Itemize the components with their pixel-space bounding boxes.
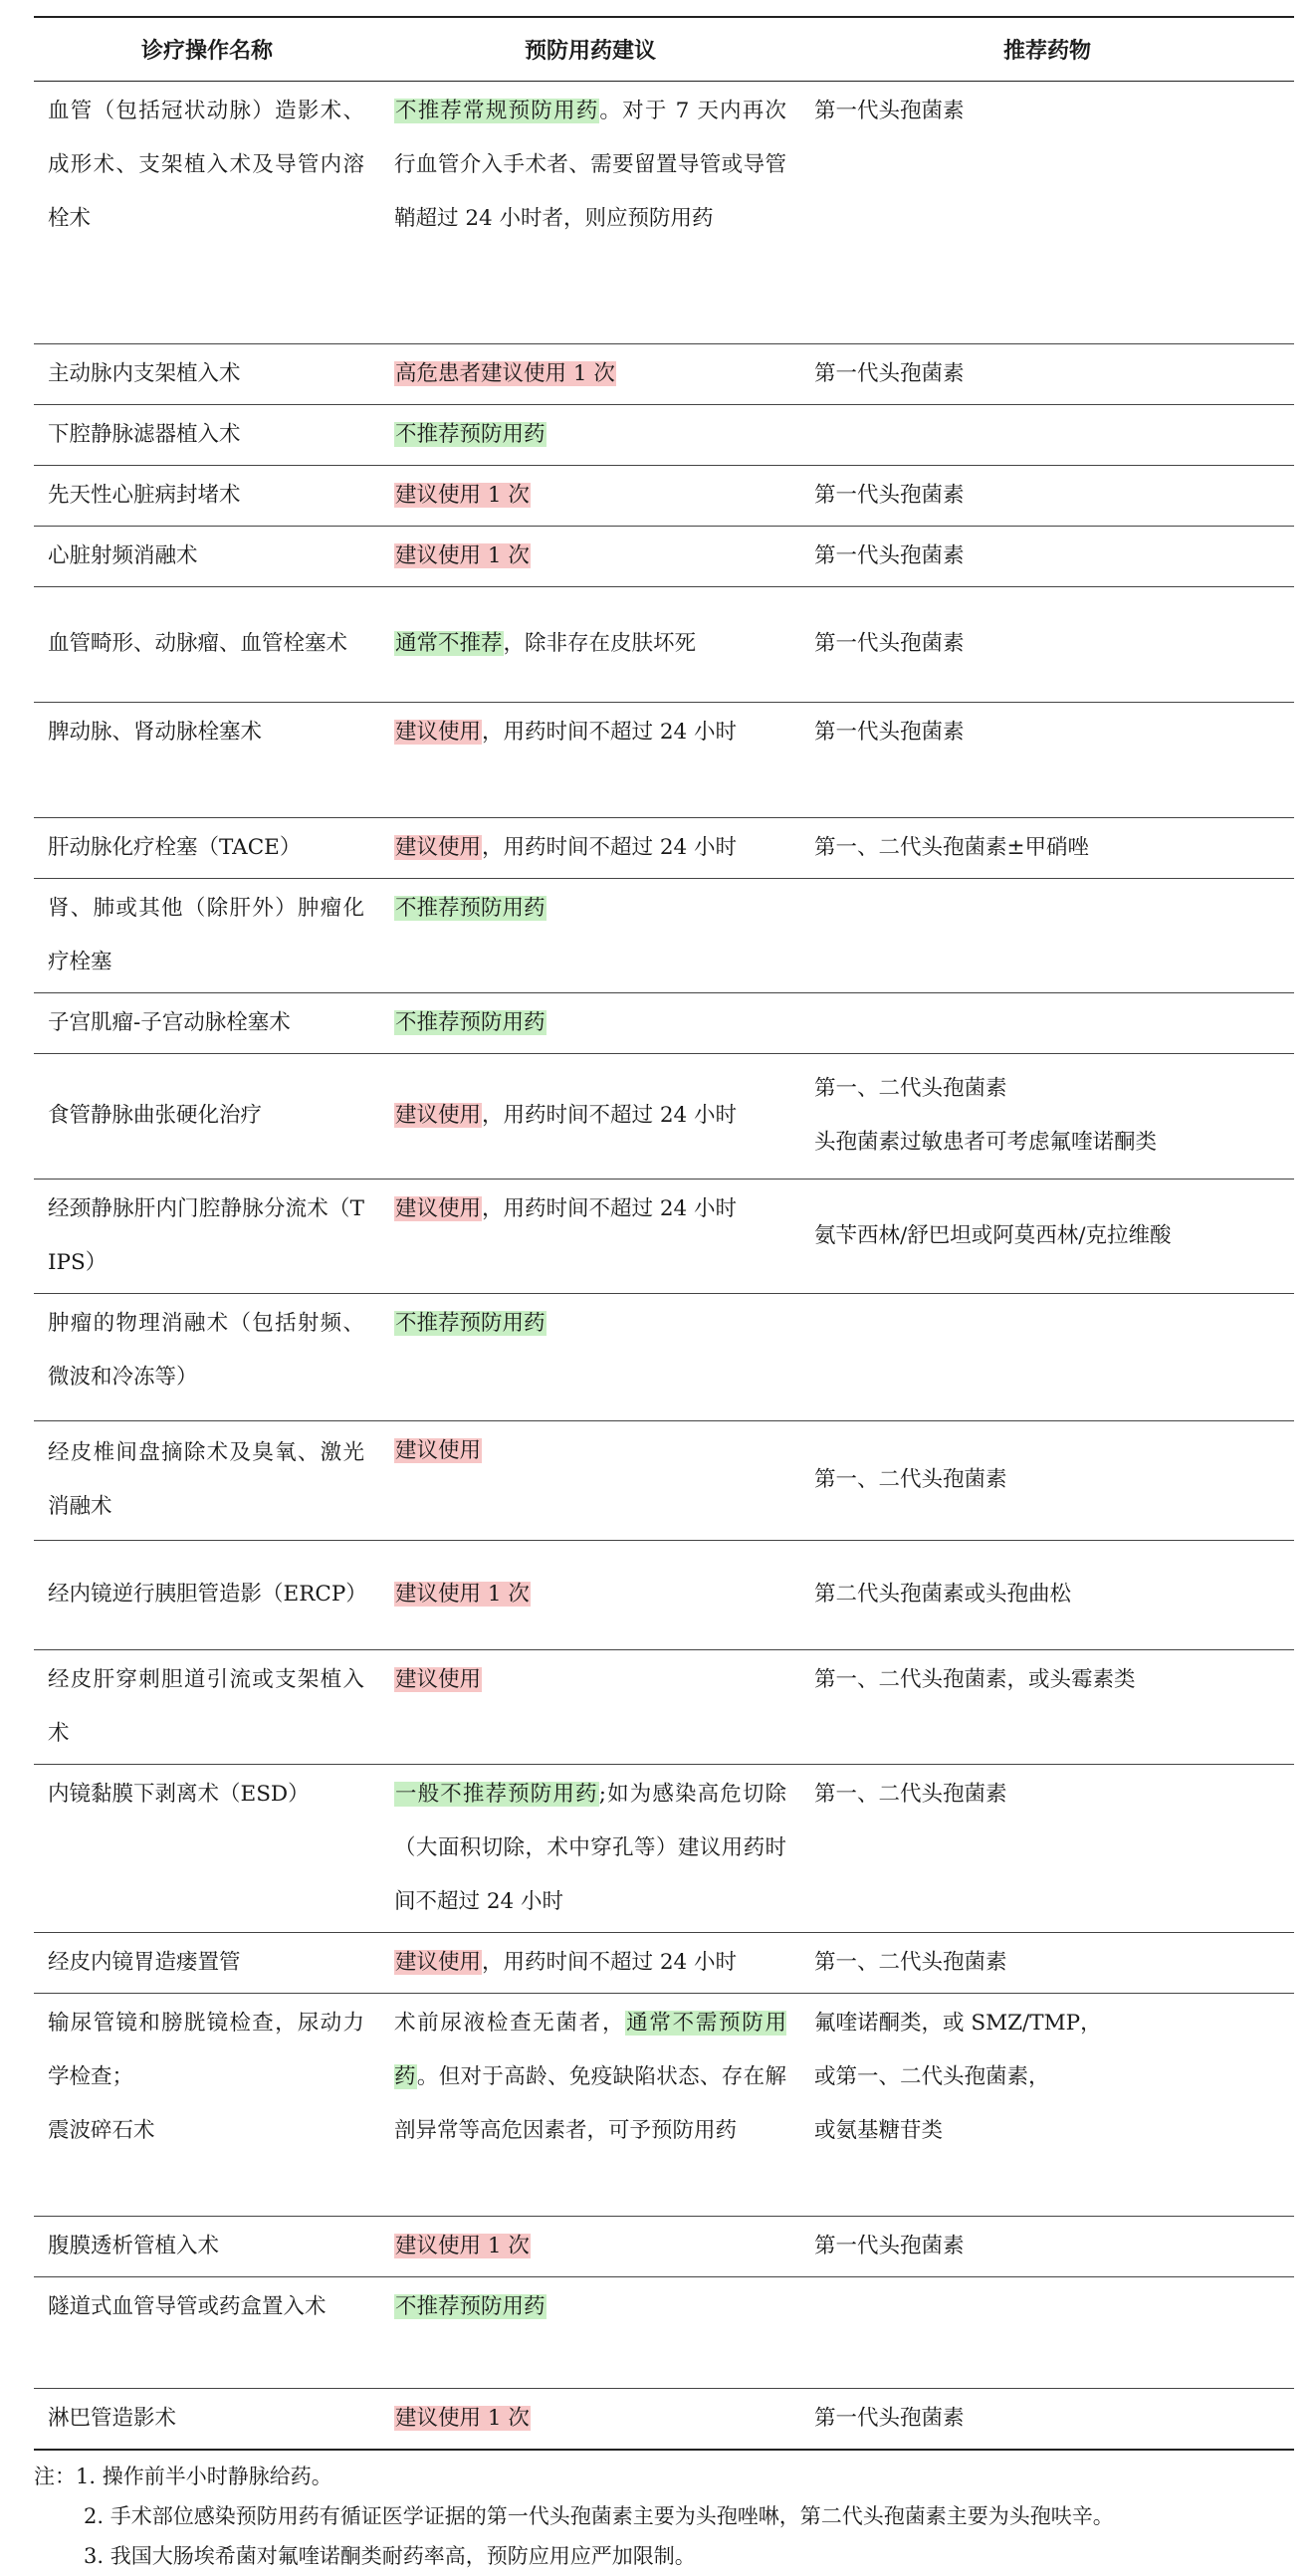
advice-highlight: 不推荐预防用药	[395, 2293, 546, 2319]
table-header-row	[34, 17, 1294, 81]
table-row	[34, 2388, 1294, 2450]
advice-cell	[380, 1764, 800, 1932]
advice-highlight: 建议使用	[395, 719, 482, 745]
drug-cell	[800, 586, 1294, 702]
table-row	[34, 81, 1294, 343]
advice-highlight: 不推荐常规预防用药	[395, 98, 599, 123]
advice-text: ，除非存在皮肤坏死	[503, 631, 697, 656]
advice-cell	[380, 1993, 800, 2216]
advice-cell	[380, 1179, 800, 1293]
drug-line: 第一、二代头孢菌素	[814, 1467, 1007, 1492]
operation-cell: 腹膜透析管植入术	[48, 2233, 220, 2258]
operation-cell: 肝动脉化疗栓塞（TACE）	[48, 834, 302, 860]
drug-line: 第一代头孢菌素	[814, 2233, 965, 2258]
advice-highlight: 不推荐预防用药	[395, 1310, 546, 1336]
operation-cell: 经颈静脉肝内门腔静脉分流术（TIPS）	[48, 1195, 364, 1275]
advice-highlight: 高危患者建议使用 1 次	[395, 360, 615, 386]
advice-cell	[380, 2216, 800, 2276]
advice-cell	[380, 586, 800, 702]
drug-line: 第一代头孢菌素	[814, 631, 965, 656]
operation-cell: 子宫肌瘤-子宫动脉栓塞术	[48, 1009, 291, 1035]
advice-prefix: 术前尿液检查无菌者，	[394, 2010, 626, 2036]
operation-cell: 先天性心脏病封堵术	[48, 482, 241, 508]
drug-cell	[800, 1420, 1294, 1540]
operation-cell: 内镜黏膜下剥离术（ESD）	[48, 1781, 310, 1807]
operation-cell: 下腔静脉滤器植入术	[48, 421, 241, 447]
advice-highlight: 不推荐预防用药	[395, 421, 546, 447]
advice-highlight: 通常不推荐	[395, 631, 503, 656]
advice-cell	[380, 1293, 800, 1420]
drug-cell	[800, 2216, 1294, 2276]
advice-highlight: 建议使用 1 次	[395, 2405, 530, 2431]
drug-cell	[800, 1540, 1294, 1649]
table-row	[34, 1420, 1294, 1540]
advice-text: ，用药时间不超过 24 小时	[482, 1949, 738, 1975]
drug-line: 第一代头孢菌素	[814, 542, 965, 568]
drug-cell	[800, 404, 1294, 465]
advice-cell	[380, 1053, 800, 1179]
table-row	[34, 702, 1294, 817]
table-row	[34, 343, 1294, 404]
advice-cell	[380, 2276, 800, 2388]
drug-cell	[800, 1993, 1294, 2216]
table-row	[34, 1179, 1294, 1293]
drug-cell	[800, 1764, 1294, 1932]
advice-highlight: 建议使用	[395, 1195, 482, 1221]
operation-cell: 肾、肺或其他（除肝外）肿瘤化疗栓塞	[48, 895, 364, 974]
advice-cell	[380, 992, 800, 1053]
advice-cell	[380, 343, 800, 404]
advice-text: 。但对于高龄、免疫缺陷状态、存在解剖异常等高危因素者，可予预防用药	[394, 2063, 786, 2143]
prophylaxis-table	[34, 16, 1294, 2451]
drug-line: 第一代头孢菌素	[814, 360, 965, 386]
drug-line: 第一代头孢菌素	[814, 482, 965, 508]
drug-line: 第一、二代头孢菌素	[814, 1949, 1007, 1975]
advice-highlight: 建议使用	[395, 834, 482, 860]
advice-cell	[380, 702, 800, 817]
table-row	[34, 526, 1294, 586]
table-notes	[34, 2457, 1294, 2576]
table-row	[34, 2216, 1294, 2276]
drug-cell	[800, 343, 1294, 404]
drug-line: 第一代头孢菌素	[814, 98, 965, 123]
advice-highlight: 建议使用 1 次	[395, 542, 530, 568]
header-advice: 预防用药建议	[524, 38, 656, 64]
advice-cell	[380, 1540, 800, 1649]
advice-highlight: 不推荐预防用药	[395, 1009, 546, 1035]
document	[34, 16, 1294, 2576]
advice-cell	[380, 465, 800, 526]
drug-cell	[800, 1179, 1294, 1293]
advice-highlight: 建议使用 1 次	[395, 1582, 530, 1607]
drug-cell	[800, 1649, 1294, 1764]
advice-highlight: 不推荐预防用药	[395, 895, 546, 921]
drug-line: 第一、二代头孢菌素±甲硝唑	[814, 834, 1090, 860]
drug-line: 第二代头孢菌素或头孢曲松	[814, 1582, 1072, 1607]
advice-text: ，用药时间不超过 24 小时	[482, 719, 738, 745]
advice-cell	[380, 1649, 800, 1764]
drug-cell	[800, 465, 1294, 526]
advice-text: ;如为感染高危切除（大面积切除，术中穿孔等）建议用药时间不超过 24 小时	[394, 1781, 786, 1914]
operation-cell: 血管（包括冠状动脉）造影术、成形术、支架植入术及导管内溶栓术	[48, 98, 364, 231]
note-3: 3. 我国大肠埃希菌对氟喹诺酮类耐药率高，预防应用应严加限制。	[84, 2543, 696, 2568]
operation-cell: 脾动脉、肾动脉栓塞术	[48, 719, 263, 745]
note-2: 2. 手术部位感染预防用药有循证医学证据的第一代头孢菌素主要为头孢唑啉，第二代头孢菌素主要为头孢呋辛。	[84, 2503, 1114, 2528]
operation-cell: 经皮肝穿刺胆道引流或支架植入术	[48, 1666, 364, 1746]
operation-cell: 主动脉内支架植入术	[48, 360, 241, 386]
operation-cell: 淋巴管造影术	[48, 2405, 177, 2431]
note-1: 注：1. 操作前半小时静脉给药。	[34, 2464, 332, 2488]
table-row	[34, 2276, 1294, 2388]
drug-line: 头孢菌素过敏患者可考虑氟喹诺酮类	[814, 1130, 1158, 1155]
drug-cell	[800, 817, 1294, 878]
operation-cell: 经内镜逆行胰胆管造影（ERCP）	[48, 1582, 367, 1607]
advice-highlight: 建议使用	[395, 1949, 482, 1975]
table-row	[34, 1053, 1294, 1179]
drug-line: 或氨基糖苷类	[814, 2117, 944, 2143]
operation-cell: 经皮椎间盘摘除术及臭氧、激光消融术	[48, 1440, 364, 1519]
drug-cell	[800, 2388, 1294, 2450]
drug-line: 或第一、二代头孢菌素，	[814, 2063, 1050, 2089]
drug-cell	[800, 1293, 1294, 1420]
drug-cell	[800, 702, 1294, 817]
drug-line: 第一、二代头孢菌素	[814, 1781, 1007, 1807]
drug-cell	[800, 1932, 1294, 1993]
advice-cell	[380, 404, 800, 465]
table-row	[34, 1932, 1294, 1993]
advice-highlight: 建议使用	[395, 1666, 482, 1692]
advice-cell	[380, 81, 800, 343]
table-row	[34, 1540, 1294, 1649]
table-row	[34, 586, 1294, 702]
table-row	[34, 1764, 1294, 1932]
advice-cell	[380, 2388, 800, 2450]
table-row	[34, 1993, 1294, 2216]
drug-line: 氨苄西林/舒巴坦或阿莫西林/克拉维酸	[814, 1222, 1172, 1248]
drug-line: 第一、二代头孢菌素	[814, 1076, 1007, 1101]
operation-cell: 心脏射频消融术	[48, 542, 198, 568]
operation-cell	[34, 1993, 380, 2216]
advice-highlight: 一般不推荐预防用药	[395, 1781, 598, 1807]
operation-line: 输尿管镜和膀胱镜检查，尿动力学检查；	[48, 2010, 364, 2089]
table-row	[34, 992, 1294, 1053]
advice-highlight: 建议使用 1 次	[395, 2233, 530, 2258]
operation-cell: 隧道式血管导管或药盒置入术	[48, 2293, 327, 2319]
table-row	[34, 404, 1294, 465]
advice-text: ，用药时间不超过 24 小时	[482, 1103, 738, 1128]
drug-line: 氟喹诺酮类，或 SMZ/TMP，	[814, 2010, 1102, 2036]
drug-cell	[800, 992, 1294, 1053]
table-row	[34, 1293, 1294, 1420]
advice-text: ，用药时间不超过 24 小时	[482, 834, 738, 860]
operation-cell: 食管静脉曲张硬化治疗	[48, 1103, 263, 1128]
drug-cell	[800, 526, 1294, 586]
advice-highlight: 建议使用	[395, 1437, 482, 1463]
advice-text: ，用药时间不超过 24 小时	[482, 1195, 738, 1221]
drug-line: 第一代头孢菌素	[814, 719, 965, 745]
drug-cell	[800, 1053, 1294, 1179]
header-operation: 诊疗操作名称	[140, 38, 273, 64]
table-row	[34, 1649, 1294, 1764]
drug-cell	[800, 878, 1294, 992]
advice-highlight: 通常不需预防用药	[394, 2010, 786, 2089]
advice-cell	[380, 1932, 800, 1993]
table-row	[34, 878, 1294, 992]
advice-highlight: 建议使用 1 次	[395, 482, 530, 508]
advice-text: 。对于 7 天内再次行血管介入手术者、需要留置导管或导管鞘超过 24 小时者，则应预防用药	[394, 98, 786, 231]
drug-cell	[800, 2276, 1294, 2388]
operation-cell: 肿瘤的物理消融术（包括射频、微波和冷冻等）	[48, 1310, 364, 1390]
advice-highlight: 建议使用	[395, 1103, 482, 1128]
advice-cell	[380, 1420, 800, 1540]
table-row	[34, 465, 1294, 526]
advice-cell	[380, 526, 800, 586]
header-drug: 推荐药物	[1002, 38, 1091, 64]
operation-line: 震波碎石术	[48, 2117, 155, 2143]
drug-line: 第一代头孢菌素	[814, 2405, 965, 2431]
advice-cell	[380, 817, 800, 878]
table-row	[34, 817, 1294, 878]
operation-cell: 血管畸形、动脉瘤、血管栓塞术	[48, 631, 348, 656]
operation-cell: 经皮内镜胃造瘘置管	[48, 1949, 241, 1975]
advice-cell	[380, 878, 800, 992]
drug-line: 第一、二代头孢菌素，或头霉素类	[814, 1666, 1136, 1692]
drug-cell	[800, 81, 1294, 343]
